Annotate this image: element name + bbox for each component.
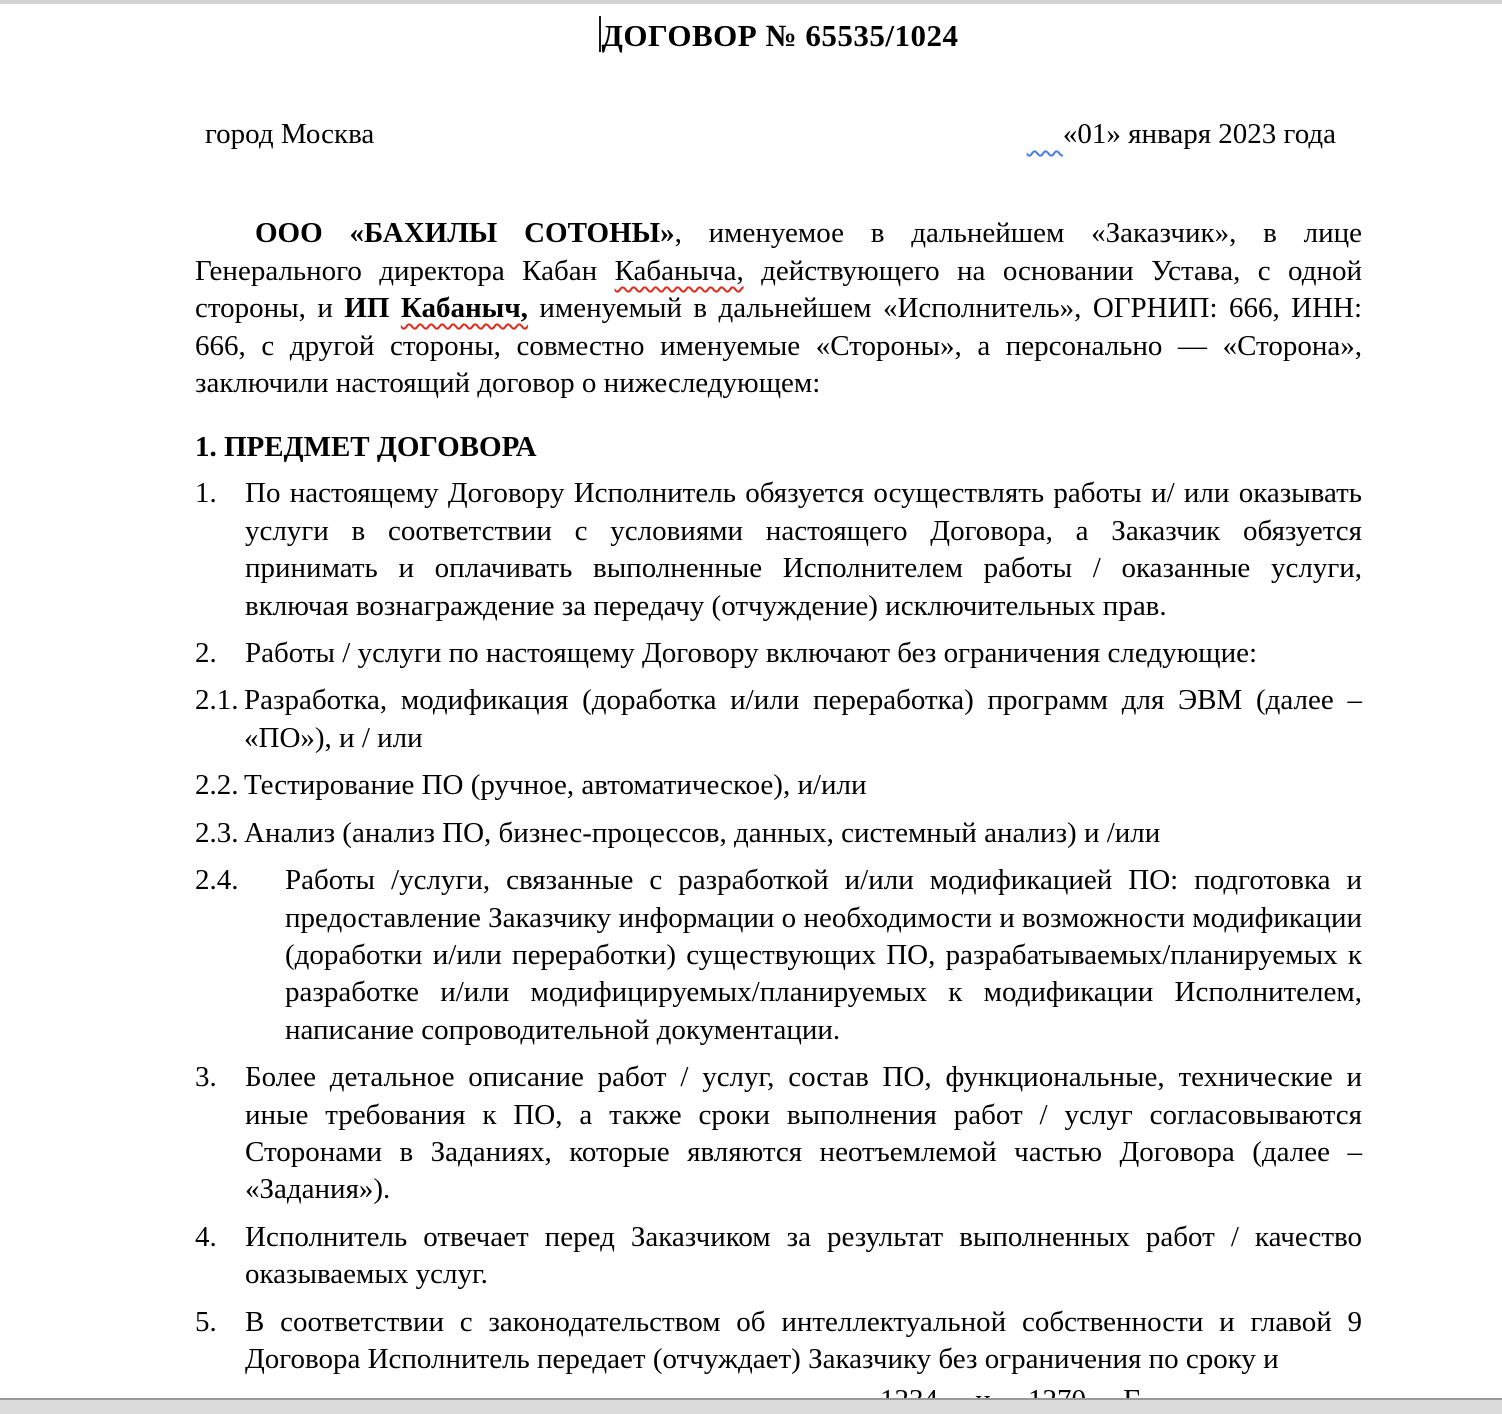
horizontal-scrollbar[interactable] <box>0 1398 1502 1414</box>
item-text: Работы /услуги, связанные с разработкой и/или модификацией ПО: подготовка и предоставление Заказчику информации о необходимости и возможности модификации (доработки и/или переработки) существующих ПО, разрабатываемых/планируемых к разработке и/или модифицируемых/планируемых к модификации Исполнителем, написание сопроводительной документации. <box>285 864 1362 1046</box>
item-text: По настоящему Договору Исполнитель обязуется осуществлять работы и/ или оказывать услуги в соответствии с условиями настоящего Договора, а Заказчик обязуется принимать и оплачивать выполненные Исполнителем работы / оказанные услуги, включая вознаграждение за передачу (отчуждение) исключительных прав. <box>245 477 1362 622</box>
preamble-paragraph <box>195 215 1362 402</box>
contract-item-3 <box>195 1059 1362 1209</box>
text-cursor <box>599 16 601 52</box>
contract-item-2-2 <box>195 767 1362 804</box>
document-title <box>195 14 1362 58</box>
item-number: 2.4. <box>195 864 239 897</box>
spellcheck-surname-1: Кабаныча, <box>614 254 744 287</box>
item-number: 4. <box>195 1220 217 1253</box>
item-number: 2.3. <box>195 816 239 849</box>
preamble-text-3: именуемый в дальнейшем «Исполнитель», ОГРНИП: 666, ИНН: 666, с другой стороны, совместно именуемые «Стороны», а персонально — «Сторона», заключили настоящий договор о нижеследующем: <box>195 292 1363 400</box>
item-text: Исполнитель отвечает перед Заказчиком за результат выполненных работ / качество оказываемых услуг. <box>245 1220 1362 1291</box>
item-number: 1. <box>195 477 217 510</box>
meta-date-text: «01» января 2023 года <box>1062 118 1336 150</box>
document-title-text: ДОГОВОР № 65535/1024 <box>601 18 959 53</box>
contract-item-4 <box>195 1219 1362 1294</box>
contractor-prefix: ИП <box>344 292 401 325</box>
contract-item-5 <box>195 1304 1362 1379</box>
spellcheck-surname-2: Кабаныч, <box>400 292 528 325</box>
contract-item-1 <box>195 475 1362 625</box>
item-text: Работы / услуги по настоящему Договору включают без ограничения следующие: <box>245 637 1258 670</box>
item-number: 2.1. <box>195 684 239 717</box>
meta-date <box>1027 116 1362 153</box>
meta-row <box>195 116 1362 153</box>
meta-city: город Москва <box>205 118 375 150</box>
section-heading: 1. ПРЕДМЕТ ДОГОВОРА <box>195 431 537 464</box>
item-number: 2. <box>195 637 217 670</box>
item-text: Разработка, модификация (доработка и/или переработка) программ для ЭВМ (далее – «ПО»), и / или <box>244 684 1362 754</box>
document-page[interactable] <box>0 4 1502 1414</box>
item-text: Тестирование ПО (ручное, автоматическое), и/или <box>244 769 867 802</box>
contract-item-2-3 <box>195 815 1362 852</box>
item-text: Анализ (анализ ПО, бизнес-процессов, данных, системный анализ) и /или <box>244 816 1161 849</box>
preamble-text-1: , именуемое в дальнейшем «Заказчик», в лице Генерального директора Кабан <box>195 217 1362 287</box>
item-text: В соответствии с законодательством об интеллектуальной собственности и главой 9 Договора Исполнитель передает (отчуждает) Заказчику без ограничения по сроку и <box>245 1305 1362 1375</box>
preamble-text-2: действующего на основании Устава, с одной стороны, и <box>195 254 1362 325</box>
item-number: 2.2. <box>195 769 239 802</box>
contract-item-2-4 <box>195 862 1362 1049</box>
customer-company-name: ООО «БАХИЛЫ СОТОНЫ» <box>255 217 675 250</box>
item-text: Более детальное описание работ / услуг, состав ПО, функциональные, технические и иные требования к ПО, а также сроки выполнения работ / услуг согласовываются Сторонами в Заданиях, которые являются неотъемлемой частью Договора (далее – «Задания»). <box>245 1061 1362 1206</box>
item-number: 5. <box>195 1305 217 1338</box>
item-number: 3. <box>195 1061 217 1094</box>
grammar-squiggle <box>1027 118 1063 150</box>
contract-item-2 <box>195 635 1362 672</box>
contract-item-2-1 <box>195 682 1362 757</box>
